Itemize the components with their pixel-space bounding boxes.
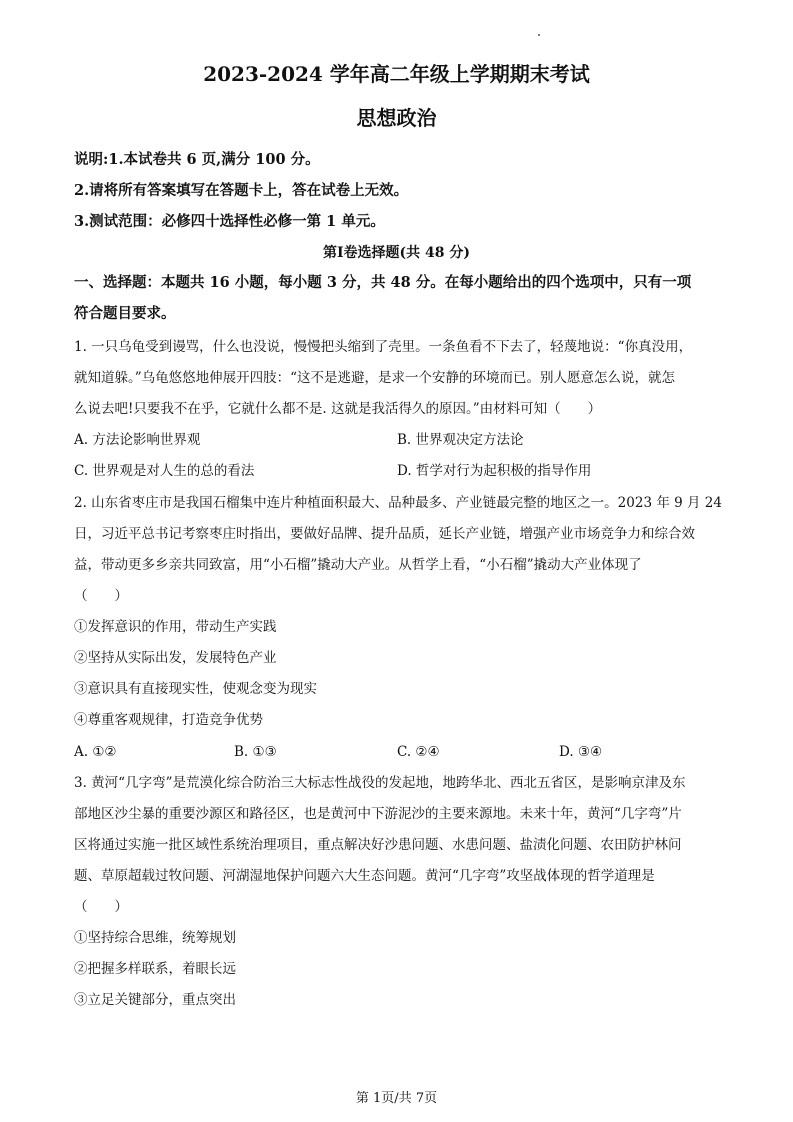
q3-statement-1: ①坚持综合思维，统筹规划 (74, 930, 236, 946)
scan-dot (538, 34, 540, 36)
q3-statement-2: ②把握多样联系，着眼长远 (74, 961, 236, 977)
q2-option-b: B. ①③ (234, 744, 277, 760)
q1-line-1: 1. 一只乌龟受到谩骂，什么也没说，慢慢把头缩到了壳里。一条鱼看不下去了，轻蔑地说：“你真没用， (74, 339, 693, 355)
instruction-2: 2.请将所有答案填写在答题卡上，答在试卷上无效。 (74, 182, 409, 199)
q1-line-3: 么说去吧!只要我不在乎，它就什么都不是. 这就是我活得久的原因。”由材料可知（ ） (74, 401, 602, 417)
q3-line-5: （ ） (74, 899, 128, 915)
page-number: 第 1页/共 7页 (355, 1091, 438, 1106)
q3-line-3: 区将通过实施一批区域性系统治理项目，重点解决好沙患问题、水患问题、盐渍化问题、农田防护林问 (74, 837, 682, 853)
instruction-1: 说明:1.本试卷共 6 页,满分 100 分。 (74, 151, 320, 168)
q2-statement-1: ①发挥意识的作用，带动生产实践 (74, 619, 277, 635)
q2-option-c: C. ②④ (397, 744, 440, 760)
q3-line-1: 3. 黄河“几字弯”是荒漠化综合防治三大标志性战役的发起地，地跨华北、西北五省区，是影响京津及东 (74, 775, 686, 791)
q2-line-4: （ ） (74, 588, 128, 604)
q2-statement-3: ③意识具有直接现实性，使观念变为现实 (74, 681, 317, 697)
q2-option-a: A. ①② (74, 744, 117, 760)
q2-option-d: D. ③④ (559, 744, 603, 760)
q2-line-3: 益，带动更多乡亲共同致富，用“小石榴”撬动大产业。从哲学上看，“小石榴”撬动大产业体现了 (74, 557, 642, 573)
q1-option-a: A. 方法论影响世界观 (74, 432, 201, 448)
q1-option-d: D. 哲学对行为起积极的指导作用 (397, 463, 592, 479)
q2-line-2: 日，习近平总书记考察枣庄时指出，要做好品牌、提升品质，延长产业链，增强产业市场竞争力和综合效 (74, 526, 695, 542)
section-title: 第Ⅰ卷选择题(共 48 分) (322, 245, 471, 261)
exam-title: 2023-2024 学年高二年级上学期期末考试 (203, 62, 590, 86)
section-intro-line-2: 符合题目要求。 (74, 305, 176, 322)
q1-option-b: B. 世界观决定方法论 (397, 432, 524, 448)
section-intro-line-1: 一、选择题：本题共 16 小题，每小题 3 分，共 48 分。在每小题给出的四个选项中，只有一项 (74, 274, 692, 291)
q2-statement-4: ④尊重客观规律，打造竞争优势 (74, 712, 263, 728)
q2-statement-2: ②坚持从实际出发，发展特色产业 (74, 650, 277, 666)
q3-statement-3: ③立足关键部分，重点突出 (74, 992, 236, 1008)
instruction-3: 3.测试范围：必修四十选择性必修一第 1 单元。 (74, 213, 385, 230)
q3-line-2: 部地区沙尘暴的重要沙源区和路径区，也是黄河中下游泥沙的主要来源地。未来十年，黄河“几字弯”片 (74, 806, 682, 822)
q1-line-2: 就知道躲。”乌龟悠悠地伸展开四肢：“这不是逃避，是求一个安静的环境而已。别人愿意怎么说，就怎 (74, 370, 676, 386)
q1-option-c: C. 世界观是对人生的总的看法 (74, 463, 255, 479)
subject-title: 思想政治 (356, 106, 437, 130)
q2-line-1: 2. 山东省枣庄市是我国石榴集中连片种植面积最大、品种最多、产业链最完整的地区之一。2023 年 9 月 24 (74, 495, 722, 511)
q3-line-4: 题、草原超载过牧问题、河湖湿地保护问题六大生态问题。黄河“几字弯”攻坚战体现的哲学道理是 (74, 868, 655, 884)
